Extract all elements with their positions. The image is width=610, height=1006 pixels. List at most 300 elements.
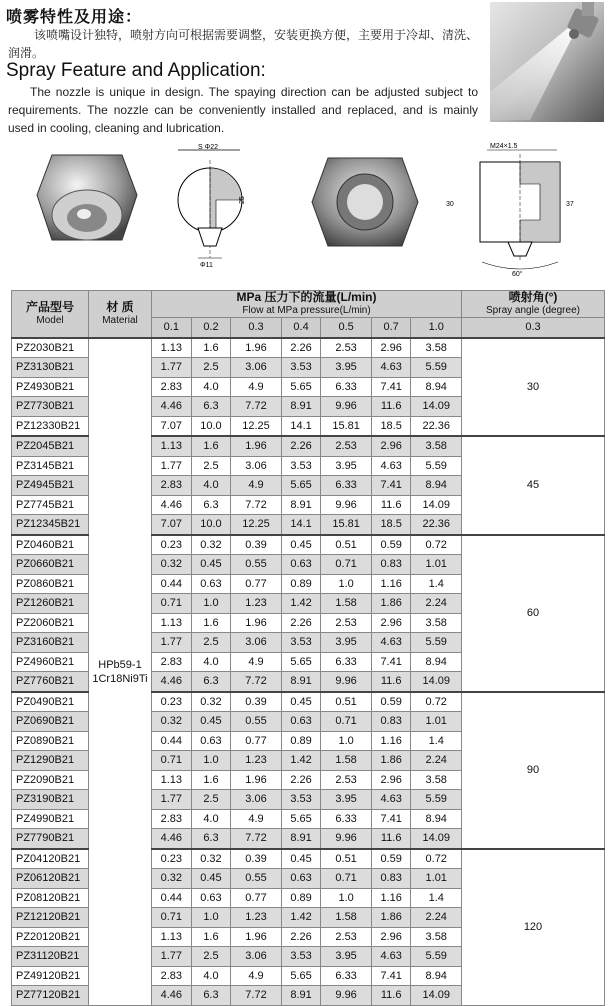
flow-cell: 0.83 (371, 712, 411, 732)
dim-right-label: 37 (566, 201, 574, 208)
flow-cell: 3.53 (281, 633, 321, 653)
model-cell: PZ0860B21 (12, 574, 89, 594)
model-cell: PZ7760B21 (12, 672, 89, 692)
flow-cell: 0.89 (281, 731, 321, 751)
flow-cell: 3.58 (411, 338, 462, 358)
flow-cell: 0.55 (231, 555, 281, 575)
flow-cell: 0.77 (231, 574, 281, 594)
flow-cell: 8.94 (411, 377, 462, 397)
flow-cell: 0.32 (191, 849, 231, 869)
model-cell: PZ4990B21 (12, 809, 89, 829)
flow-cell: 11.6 (371, 397, 411, 417)
flow-cell: 3.53 (281, 790, 321, 810)
header-angle: 喷射角(°) Spray angle (degree) (462, 291, 605, 318)
model-cell: PZ7730B21 (12, 397, 89, 417)
flow-cell: 3.06 (231, 358, 281, 378)
flow-cell: 11.6 (371, 986, 411, 1006)
flow-cell: 4.0 (191, 809, 231, 829)
dim-thread-label: M24×1.5 (490, 143, 518, 150)
flow-cell: 1.4 (411, 574, 462, 594)
flow-cell: 4.0 (191, 966, 231, 986)
flow-cell: 1.77 (152, 633, 192, 653)
flow-cell: 0.63 (191, 731, 231, 751)
flow-cell: 2.26 (281, 436, 321, 456)
flow-cell: 18.5 (371, 515, 411, 535)
flow-cell: 2.83 (152, 809, 192, 829)
flow-cell: 1.6 (191, 436, 231, 456)
flow-cell: 14.09 (411, 829, 462, 849)
flow-cell: 3.06 (231, 947, 281, 967)
flow-cell: 0.89 (281, 888, 321, 908)
flow-cell: 8.94 (411, 809, 462, 829)
flow-cell: 22.36 (411, 416, 462, 436)
flow-cell: 0.45 (281, 535, 321, 555)
material-cell (89, 338, 152, 1006)
model-cell: PZ49120B21 (12, 966, 89, 986)
flow-cell: 3.06 (231, 633, 281, 653)
flow-cell: 0.32 (152, 869, 192, 889)
flow-cell: 5.59 (411, 456, 462, 476)
model-cell: PZ3190B21 (12, 790, 89, 810)
model-cell: PZ0890B21 (12, 731, 89, 751)
flow-cell: 0.83 (371, 869, 411, 889)
flow-cell: 1.01 (411, 712, 462, 732)
model-cell: PZ0690B21 (12, 712, 89, 732)
flow-cell: 15.81 (321, 515, 371, 535)
flow-cell: 1.58 (321, 908, 371, 928)
header-material: 材 质 Material (89, 291, 152, 338)
flow-cell: 0.32 (152, 555, 192, 575)
flow-cell: 7.41 (371, 809, 411, 829)
flow-cell: 2.96 (371, 770, 411, 790)
flow-cell: 3.95 (321, 456, 371, 476)
flow-cell: 18.5 (371, 416, 411, 436)
model-cell: PZ0460B21 (12, 535, 89, 555)
flow-cell: 7.41 (371, 476, 411, 496)
flow-cell: 1.23 (231, 908, 281, 928)
flow-cell: 1.13 (152, 436, 192, 456)
model-cell: PZ3160B21 (12, 633, 89, 653)
flow-cell: 2.83 (152, 652, 192, 672)
flow-cell: 10.0 (191, 416, 231, 436)
flow-cell: 1.42 (281, 594, 321, 614)
flow-cell: 0.77 (231, 888, 281, 908)
model-cell: PZ2030B21 (12, 338, 89, 358)
flow-cell: 2.83 (152, 476, 192, 496)
model-cell: PZ0490B21 (12, 692, 89, 712)
flow-cell: 3.53 (281, 947, 321, 967)
flow-cell: 4.9 (231, 377, 281, 397)
flow-cell: 7.72 (231, 986, 281, 1006)
flow-cell: 6.33 (321, 966, 371, 986)
dim-height-label: 25 (239, 196, 246, 204)
flow-cell: 0.55 (231, 712, 281, 732)
flow-cell: 0.39 (231, 692, 281, 712)
flow-cell: 2.24 (411, 751, 462, 771)
flow-cell: 0.59 (371, 849, 411, 869)
flow-cell: 0.77 (231, 731, 281, 751)
pressure-col-6: 1.0 (411, 318, 462, 338)
flow-cell: 1.58 (321, 594, 371, 614)
flow-cell: 1.0 (321, 731, 371, 751)
en-description: The nozzle is unique in design. The spaying direction can be adjusted subject to requirements. The nozzle can be conveniently installed and replaced, and is mainly used in cooling, cleaning and lubrication. (8, 85, 478, 135)
flow-cell: 4.46 (152, 829, 192, 849)
flow-cell: 7.07 (152, 515, 192, 535)
flow-cell: 1.77 (152, 790, 192, 810)
flow-cell: 5.65 (281, 652, 321, 672)
flow-cell: 8.91 (281, 495, 321, 515)
model-cell: PZ4960B21 (12, 652, 89, 672)
flow-cell: 6.33 (321, 809, 371, 829)
material-line2: 1Cr18Ni9Ti (92, 672, 148, 685)
flow-cell: 0.71 (321, 712, 371, 732)
flow-cell: 1.96 (231, 770, 281, 790)
flow-cell: 1.13 (152, 613, 192, 633)
model-cell: PZ12120B21 (12, 908, 89, 928)
flow-cell: 0.63 (281, 555, 321, 575)
flow-cell: 1.86 (371, 751, 411, 771)
flow-cell: 8.94 (411, 652, 462, 672)
flow-cell: 8.91 (281, 986, 321, 1006)
flow-cell: 10.0 (191, 515, 231, 535)
flow-cell: 14.1 (281, 416, 321, 436)
model-cell: PZ77120B21 (12, 986, 89, 1006)
flow-cell: 1.0 (191, 908, 231, 928)
flow-cell: 6.33 (321, 652, 371, 672)
flow-cell: 0.59 (371, 535, 411, 555)
flow-cell: 1.01 (411, 555, 462, 575)
model-cell: PZ12345B21 (12, 515, 89, 535)
model-cell: PZ2045B21 (12, 436, 89, 456)
flow-cell: 2.26 (281, 613, 321, 633)
flow-cell: 2.5 (191, 790, 231, 810)
flow-cell: 0.55 (231, 869, 281, 889)
dim-sphere-label: S Φ22 (198, 144, 218, 151)
model-cell: PZ08120B21 (12, 888, 89, 908)
flow-cell: 0.45 (191, 555, 231, 575)
flow-cell: 0.63 (281, 869, 321, 889)
flow-cell: 0.39 (231, 849, 281, 869)
flow-cell: 14.09 (411, 397, 462, 417)
flow-cell: 1.13 (152, 338, 192, 358)
model-cell: PZ3145B21 (12, 456, 89, 476)
flow-cell: 9.96 (321, 986, 371, 1006)
flow-cell: 6.3 (191, 495, 231, 515)
flow-cell: 8.91 (281, 672, 321, 692)
nozzle-ball-drawing (160, 140, 260, 280)
flow-cell: 9.96 (321, 829, 371, 849)
model-cell: PZ7745B21 (12, 495, 89, 515)
flow-cell: 4.9 (231, 652, 281, 672)
flow-cell: 0.71 (321, 555, 371, 575)
flow-cell: 7.41 (371, 377, 411, 397)
flow-cell: 1.0 (321, 574, 371, 594)
flow-cell: 3.58 (411, 770, 462, 790)
flow-cell: 2.96 (371, 436, 411, 456)
cn-title: 喷雾特性及用途： (6, 7, 143, 26)
spray-angle-cell: 45 (462, 436, 605, 535)
flow-cell: 5.65 (281, 377, 321, 397)
flow-cell: 6.3 (191, 986, 231, 1006)
model-cell: PZ31120B21 (12, 947, 89, 967)
flow-cell: 9.96 (321, 672, 371, 692)
flow-cell: 5.65 (281, 966, 321, 986)
flow-cell: 14.09 (411, 672, 462, 692)
flow-cell: 0.23 (152, 535, 192, 555)
material-line1: HPb59-1 (98, 658, 142, 671)
flow-cell: 15.81 (321, 416, 371, 436)
dim-left-label: 30 (446, 201, 454, 208)
model-cell: PZ20120B21 (12, 927, 89, 947)
flow-cell: 14.09 (411, 986, 462, 1006)
model-cell: PZ7790B21 (12, 829, 89, 849)
flow-cell: 4.63 (371, 790, 411, 810)
flow-cell: 7.72 (231, 829, 281, 849)
flow-cell: 2.24 (411, 908, 462, 928)
flow-cell: 2.53 (321, 338, 371, 358)
spray-angle-cell: 90 (462, 692, 605, 849)
flow-cell: 2.53 (321, 436, 371, 456)
flow-cell: 0.63 (191, 574, 231, 594)
flow-cell: 11.6 (371, 829, 411, 849)
flow-cell: 4.9 (231, 809, 281, 829)
spray-angle-cell: 30 (462, 338, 605, 437)
flow-cell: 3.53 (281, 456, 321, 476)
flow-cell: 3.95 (321, 358, 371, 378)
flow-cell: 1.13 (152, 770, 192, 790)
flow-cell: 4.46 (152, 495, 192, 515)
flow-cell: 4.0 (191, 652, 231, 672)
flow-cell: 1.77 (152, 358, 192, 378)
flow-cell: 1.23 (231, 751, 281, 771)
flow-cell: 8.91 (281, 397, 321, 417)
dim-angle-label: 60° (512, 271, 523, 278)
flow-cell: 0.45 (281, 849, 321, 869)
flow-cell: 2.5 (191, 947, 231, 967)
flow-cell: 1.96 (231, 436, 281, 456)
model-cell: PZ3130B21 (12, 358, 89, 378)
flow-cell: 1.77 (152, 947, 192, 967)
nozzle-nut-drawing (432, 140, 582, 280)
flow-cell: 1.23 (231, 594, 281, 614)
flow-cell: 0.51 (321, 849, 371, 869)
flow-cell: 8.94 (411, 476, 462, 496)
flow-cell: 2.26 (281, 927, 321, 947)
header-flow: MPa 压力下的流量(L/min) Flow at MPa pressure(L/min) (152, 291, 462, 318)
flow-cell: 11.6 (371, 495, 411, 515)
flow-cell: 6.3 (191, 829, 231, 849)
flow-cell: 1.01 (411, 869, 462, 889)
flow-cell: 6.3 (191, 397, 231, 417)
flow-cell: 5.65 (281, 476, 321, 496)
flow-cell: 1.86 (371, 594, 411, 614)
flow-cell: 1.6 (191, 770, 231, 790)
flow-cell: 2.96 (371, 927, 411, 947)
flow-cell: 12.25 (231, 515, 281, 535)
en-title: Spray Feature and Application: (6, 60, 266, 81)
flow-cell: 4.0 (191, 476, 231, 496)
flow-cell: 1.13 (152, 927, 192, 947)
flow-cell: 1.42 (281, 751, 321, 771)
flow-cell: 7.41 (371, 966, 411, 986)
flow-cell: 2.96 (371, 613, 411, 633)
flow-cell: 4.46 (152, 986, 192, 1006)
flow-cell: 0.32 (191, 692, 231, 712)
pressure-col-2: 0.3 (231, 318, 281, 338)
flow-cell: 7.41 (371, 652, 411, 672)
flow-cell: 14.09 (411, 495, 462, 515)
flow-cell: 1.4 (411, 888, 462, 908)
flow-cell: 0.72 (411, 535, 462, 555)
flow-cell: 1.96 (231, 338, 281, 358)
cn-description: 该喷嘴设计独特，喷射方向可根据需要调整，安装更换方便，主要用于冷却、清洗、润滑。 (8, 28, 479, 60)
flow-cell: 5.59 (411, 947, 462, 967)
flow-cell: 0.72 (411, 692, 462, 712)
flow-cell: 0.71 (152, 594, 192, 614)
flow-cell: 9.96 (321, 397, 371, 417)
pressure-col-5: 0.7 (371, 318, 411, 338)
flow-cell: 1.16 (371, 731, 411, 751)
flow-cell: 0.51 (321, 692, 371, 712)
flow-cell: 4.46 (152, 397, 192, 417)
spray-angle-cell: 60 (462, 535, 605, 692)
flow-cell: 3.06 (231, 790, 281, 810)
flow-cell: 6.3 (191, 672, 231, 692)
flow-cell: 0.63 (191, 888, 231, 908)
flow-cell: 7.72 (231, 495, 281, 515)
flow-cell: 3.58 (411, 436, 462, 456)
flow-cell: 4.63 (371, 358, 411, 378)
flow-cell: 0.39 (231, 535, 281, 555)
flow-cell: 4.0 (191, 377, 231, 397)
pressure-col-0: 0.1 (152, 318, 192, 338)
model-cell: PZ12330B21 (12, 416, 89, 436)
flow-cell: 4.9 (231, 966, 281, 986)
flow-cell: 4.9 (231, 476, 281, 496)
flow-cell: 2.53 (321, 613, 371, 633)
flow-cell: 3.95 (321, 947, 371, 967)
flow-cell: 7.72 (231, 397, 281, 417)
flow-cell: 2.83 (152, 377, 192, 397)
flow-cell: 5.65 (281, 809, 321, 829)
flow-cell: 11.6 (371, 672, 411, 692)
flow-cell: 0.44 (152, 888, 192, 908)
flow-cell: 3.58 (411, 927, 462, 947)
flow-cell: 14.1 (281, 515, 321, 535)
pressure-col-3: 0.4 (281, 318, 321, 338)
flow-cell: 4.63 (371, 947, 411, 967)
flow-cell: 1.6 (191, 927, 231, 947)
flow-cell: 7.07 (152, 416, 192, 436)
flow-cell: 1.77 (152, 456, 192, 476)
flow-cell: 0.32 (191, 535, 231, 555)
flow-cell: 1.42 (281, 908, 321, 928)
flow-cell: 3.06 (231, 456, 281, 476)
flow-cell: 1.16 (371, 888, 411, 908)
flow-cell: 8.94 (411, 966, 462, 986)
flow-cell: 0.44 (152, 731, 192, 751)
flow-cell: 2.26 (281, 770, 321, 790)
flow-cell: 22.36 (411, 515, 462, 535)
flow-cell: 0.71 (321, 869, 371, 889)
flow-cell: 2.24 (411, 594, 462, 614)
flow-cell: 7.72 (231, 672, 281, 692)
header-model: 产品型号 Model (12, 291, 89, 338)
model-cell: PZ1260B21 (12, 594, 89, 614)
model-cell: PZ4945B21 (12, 476, 89, 496)
model-cell: PZ0660B21 (12, 555, 89, 575)
flow-cell: 4.63 (371, 633, 411, 653)
flow-cell: 1.0 (191, 594, 231, 614)
model-cell: PZ04120B21 (12, 849, 89, 869)
model-cell: PZ4930B21 (12, 377, 89, 397)
nozzle-photo-nut (310, 140, 420, 280)
flow-cell: 5.59 (411, 358, 462, 378)
spray-photo (490, 2, 604, 122)
spray-angle-cell: 120 (462, 849, 605, 1006)
flow-cell: 0.45 (191, 712, 231, 732)
spec-table (11, 290, 605, 1006)
model-cell: PZ06120B21 (12, 869, 89, 889)
flow-cell: 1.6 (191, 613, 231, 633)
flow-cell: 0.63 (281, 712, 321, 732)
flow-cell: 2.53 (321, 927, 371, 947)
flow-cell: 1.0 (321, 888, 371, 908)
flow-cell: 5.59 (411, 790, 462, 810)
flow-cell: 0.32 (152, 712, 192, 732)
table-row (12, 338, 605, 358)
flow-cell: 4.63 (371, 456, 411, 476)
flow-cell: 0.45 (281, 692, 321, 712)
model-cell: PZ2090B21 (12, 770, 89, 790)
flow-cell: 0.71 (152, 751, 192, 771)
flow-cell: 3.95 (321, 790, 371, 810)
flow-cell: 6.33 (321, 476, 371, 496)
flow-cell: 2.5 (191, 358, 231, 378)
flow-cell: 9.96 (321, 495, 371, 515)
flow-cell: 1.6 (191, 338, 231, 358)
flow-cell: 5.59 (411, 633, 462, 653)
model-cell: PZ2060B21 (12, 613, 89, 633)
flow-cell: 0.89 (281, 574, 321, 594)
flow-cell: 4.46 (152, 672, 192, 692)
flow-cell: 1.16 (371, 574, 411, 594)
flow-cell: 3.58 (411, 613, 462, 633)
flow-cell: 1.58 (321, 751, 371, 771)
flow-cell: 2.5 (191, 633, 231, 653)
flow-cell: 0.44 (152, 574, 192, 594)
flow-cell: 0.71 (152, 908, 192, 928)
flow-cell: 0.51 (321, 535, 371, 555)
flow-cell: 0.45 (191, 869, 231, 889)
flow-cell: 2.96 (371, 338, 411, 358)
angle-pressure: 0.3 (462, 318, 605, 338)
pressure-col-1: 0.2 (191, 318, 231, 338)
flow-cell: 2.83 (152, 966, 192, 986)
flow-cell: 12.25 (231, 416, 281, 436)
flow-cell: 1.4 (411, 731, 462, 751)
flow-cell: 0.59 (371, 692, 411, 712)
nozzle-photo-front (32, 140, 142, 280)
flow-cell: 3.53 (281, 358, 321, 378)
flow-cell: 2.5 (191, 456, 231, 476)
flow-cell: 1.86 (371, 908, 411, 928)
flow-cell: 1.96 (231, 613, 281, 633)
model-cell: PZ1290B21 (12, 751, 89, 771)
flow-cell: 0.23 (152, 692, 192, 712)
flow-cell: 1.0 (191, 751, 231, 771)
flow-cell: 3.95 (321, 633, 371, 653)
